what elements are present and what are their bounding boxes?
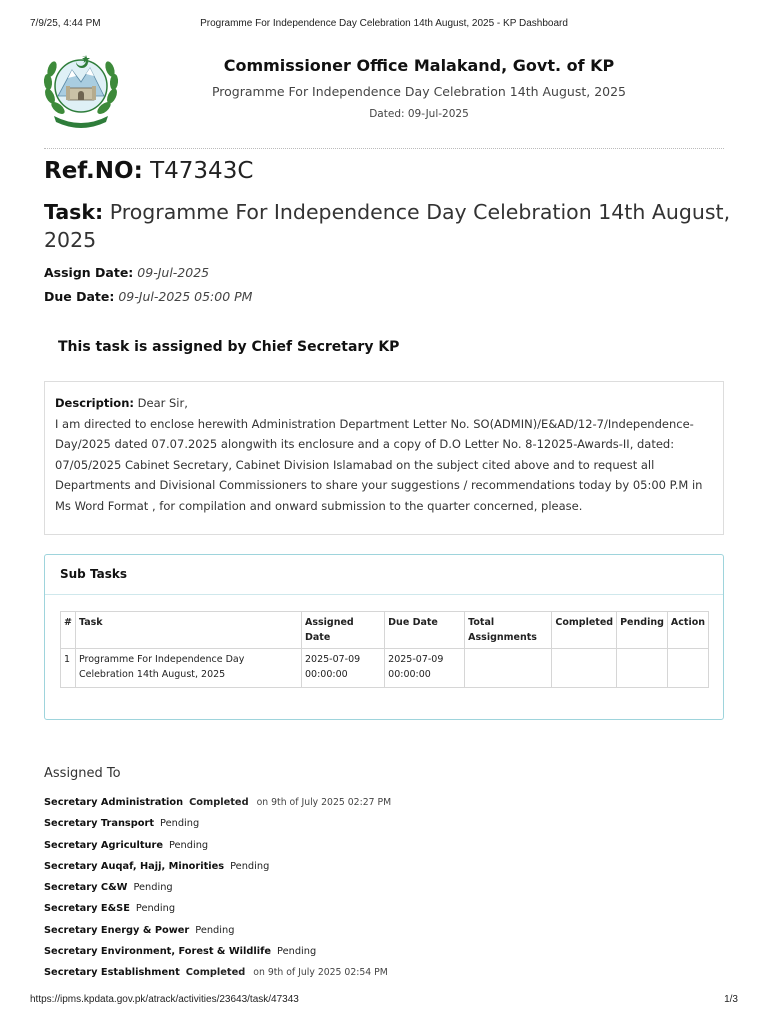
assignee-completed-time: on 9th of July 2025 02:54 PM (253, 967, 388, 979)
col-assigned-date: Assigned Date (301, 612, 384, 649)
assignee-name: Secretary Energy & Power (44, 924, 190, 936)
description-greeting: Dear Sir, (137, 396, 188, 410)
col-due-date: Due Date (385, 612, 465, 649)
header-divider (44, 148, 724, 149)
assign-date-label: Assign Date: (44, 265, 134, 280)
assignee-status: Pending (195, 924, 235, 936)
print-url[interactable]: https://ipms.kpdata.gov.pk/atrack/activities/23643/task/47343 (30, 994, 299, 1005)
assignee-status: Completed (185, 967, 246, 979)
print-page-title: Programme For Independence Day Celebration 14th August, 2025 - KP Dashboard (200, 18, 568, 29)
col-completed: Completed (552, 612, 617, 649)
task-label: Task: (44, 200, 104, 224)
print-footer (30, 994, 738, 1008)
kp-government-emblem-icon (38, 46, 124, 132)
assign-date-value: 09-Jul-2025 (137, 265, 210, 280)
list-item (44, 903, 391, 924)
task-value: Programme For Independence Day Celebration 14th August, 2025 (44, 200, 731, 252)
assignee-name: Secretary Administration (44, 797, 184, 808)
assignee-name: Secretary Auqaf, Hajj, Minorities (44, 860, 225, 872)
cell-action[interactable] (667, 649, 708, 688)
ref-value: T47343C (150, 158, 254, 184)
cell-number: 1 (61, 649, 76, 688)
col-task: Task (75, 612, 301, 649)
col-number: # (61, 612, 76, 649)
table-header-row (61, 612, 709, 649)
cell-assigned-date: 2025-07-09 00:00:00 (301, 649, 384, 688)
assign-date (44, 265, 209, 280)
assigned-to-title: Assigned To (44, 766, 121, 781)
description-box (44, 381, 724, 535)
cell-due-date: 2025-07-09 00:00:00 (385, 649, 465, 688)
cell-task: Programme For Independence Day Celebration 14th August, 2025 (75, 649, 301, 688)
assignee-name: Secretary Transport (44, 818, 155, 830)
assignee-status: Pending (160, 818, 200, 830)
list-item (44, 925, 391, 946)
table-row (61, 649, 709, 688)
assignee-name: Secretary E&SE (44, 903, 130, 915)
list-item (44, 840, 391, 861)
description-body: I am directed to enclose herewith Administration Department Letter No. SO(ADMIN)/E&AD/12-7/Independence-Day/2025 dated 07.07.2025 alongwith its enclosure and a copy of D.O Letter No. 8-12025-Awards-II, dated: 07/05/2025 Cabinet Secretary, Cabinet Division Islamabad on the subject cited above and to request all Departments and Divisional Commissioners to share your suggestions / recommendations today by 05:00 P.M in Ms Word Format , for compilation and onward submission to the quarter concerned, please. (55, 416, 703, 513)
due-date-label: Due Date: (44, 289, 115, 304)
assigned-by: This task is assigned by Chief Secretary KP (58, 339, 400, 355)
list-item (44, 818, 391, 839)
cell-total-assignments (465, 649, 552, 688)
reference-number (44, 158, 253, 184)
subtasks-panel (44, 554, 724, 720)
subtasks-table (60, 611, 709, 688)
assigned-to-list (44, 797, 391, 989)
cell-pending (617, 649, 668, 688)
assignee-name: Secretary Environment, Forest & Wildlife (44, 946, 272, 958)
print-page-number: 1/3 (724, 994, 738, 1005)
task-title (44, 198, 734, 254)
assignee-status: Pending (135, 903, 176, 915)
office-name: Commissioner Office Malakand, Govt. of KP (223, 56, 615, 75)
office-subtitle: Programme For Independence Day Celebration 14th August, 2025 (211, 84, 627, 99)
list-item (44, 967, 391, 988)
print-datetime: 7/9/25, 4:44 PM (30, 18, 101, 29)
cell-completed (552, 649, 617, 688)
assignee-status: Pending (277, 946, 317, 958)
col-pending: Pending (617, 612, 668, 649)
subtasks-title: Sub Tasks (45, 555, 723, 595)
list-item (44, 882, 391, 903)
assignee-status: Completed (189, 797, 249, 808)
list-item (44, 946, 391, 967)
col-action: Action (667, 612, 708, 649)
assignee-completed-time: on 9th of July 2025 02:27 PM (256, 797, 392, 808)
due-date (44, 289, 252, 304)
assignee-name: Secretary Agriculture (44, 839, 163, 851)
assignee-status: Pending (230, 860, 270, 872)
due-date-value: 09-Jul-2025 05:00 PM (118, 289, 253, 304)
assignee-name: Secretary Establishment (44, 967, 180, 979)
col-total-assignments: Total Assignments (465, 612, 552, 649)
assignee-status: Pending (168, 839, 209, 851)
list-item (44, 861, 391, 882)
ref-label: Ref.NO: (44, 158, 143, 184)
assignee-status: Pending (133, 882, 173, 894)
office-header (150, 56, 688, 120)
description-label: Description: (55, 396, 134, 410)
office-dated: Dated: 09-Jul-2025 (369, 108, 469, 120)
print-header (30, 18, 738, 32)
list-item (44, 797, 391, 818)
assignee-name: Secretary C&W (44, 882, 128, 894)
